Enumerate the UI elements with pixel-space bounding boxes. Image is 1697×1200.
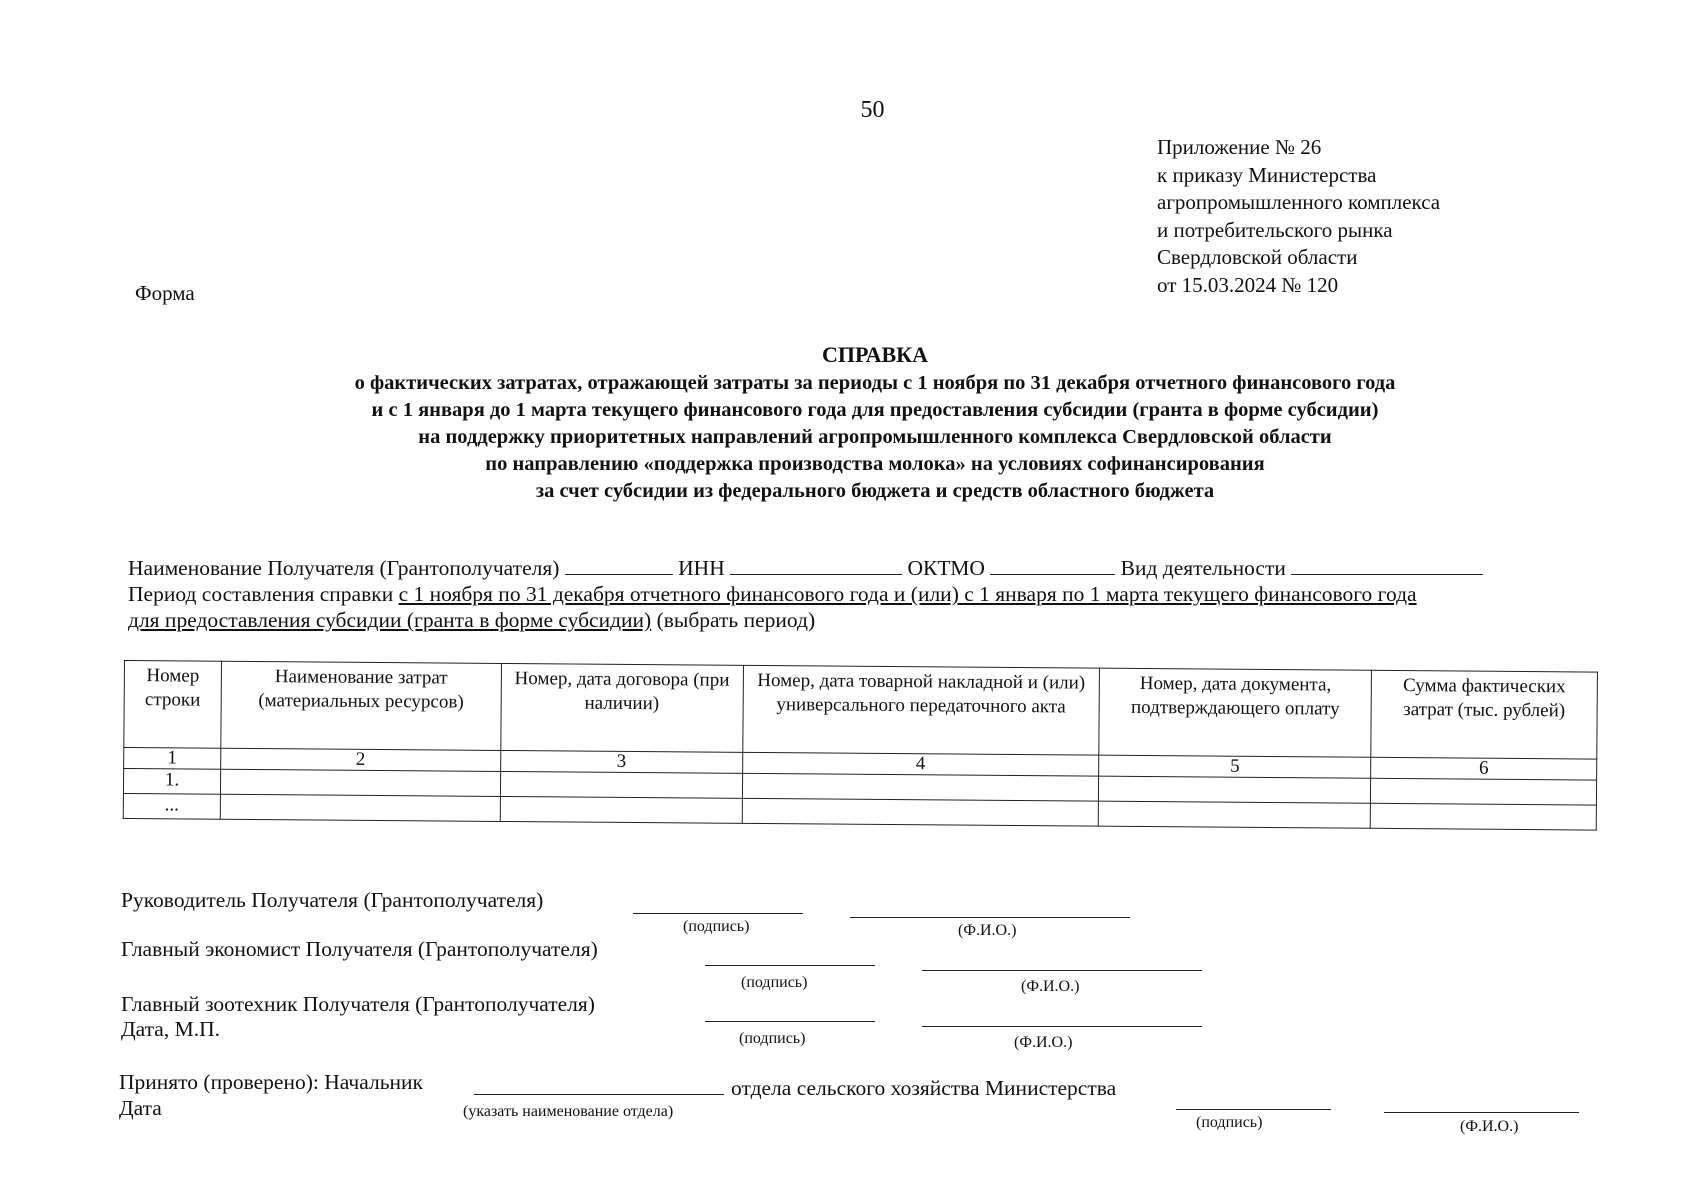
period-row-2 <box>128 607 1588 633</box>
accepted-signature-line[interactable] <box>1176 1108 1331 1110</box>
table-cell[interactable] <box>1371 778 1597 805</box>
table-cell[interactable] <box>220 794 500 821</box>
page-number: 50 <box>860 97 885 123</box>
table-cell[interactable] <box>742 773 1099 801</box>
activity-field[interactable] <box>1291 556 1483 575</box>
table-cell[interactable] <box>742 798 1099 826</box>
column-number: 6 <box>1371 757 1597 780</box>
head-name-line[interactable] <box>850 916 1130 918</box>
accepted-suffix: отдела сельского хозяйства Министерства <box>731 1076 1117 1100</box>
appendix-line: от 15.03.2024 № 120 <box>1157 272 1339 297</box>
period-option-cont[interactable]: для предоставления субсидии (гранта в форме субсидии) <box>128 608 652 632</box>
title-line: по направлению «поддержка производства молока» на условиях софинансирования <box>485 453 1265 475</box>
header-invoice: Номер, дата товарной накладной и (или) универсального передаточного акта <box>742 665 1099 755</box>
title-line: на поддержку приоритетных направлений агропромышленного комплекса Свердловской области <box>418 426 1332 448</box>
name-caption: (Ф.И.О.) <box>1021 978 1080 995</box>
zootechnician-name-line[interactable] <box>922 1025 1202 1027</box>
economist-label: Главный экономист Получателя (Грантополучателя) <box>121 937 598 961</box>
period-option[interactable]: с 1 ноября по 31 декабря отчетного финансового года и (или) с 1 января по 1 марта текущего финансового года <box>398 582 1417 606</box>
name-caption: (Ф.И.О.) <box>1014 1034 1073 1051</box>
document-title <box>230 342 1520 505</box>
appendix-line: агропромышленного комплекса <box>1157 190 1441 214</box>
header-cost-name: Наименование затрат (материальных ресурсов) <box>221 661 501 750</box>
title-line: о фактических затратах, отражающей затраты за периоды с 1 ноября по 31 декабря отчетного финансового года <box>354 372 1396 394</box>
table-cell[interactable] <box>1370 803 1596 830</box>
header-actual-sum: Сумма фактических затрат (тыс. рублей) <box>1371 670 1598 759</box>
zootechnician-label: Главный зоотехник Получателя (Грантополучателя) <box>121 992 595 1016</box>
oktmo-field[interactable] <box>990 556 1115 575</box>
column-number: 4 <box>742 752 1099 776</box>
inn-field[interactable] <box>730 556 902 575</box>
name-caption: (Ф.И.О.) <box>1460 1118 1519 1135</box>
column-number: 2 <box>221 748 501 771</box>
appendix-line: Свердловской области <box>1157 245 1358 269</box>
signature-caption: (подпись) <box>1196 1114 1263 1131</box>
signature-caption: (подпись) <box>739 1030 806 1047</box>
oktmo-label: ОКТМО <box>907 556 985 580</box>
name-caption: (Ф.И.О.) <box>958 922 1017 939</box>
recipient-name-label: Наименование Получателя (Грантополучателя) <box>128 556 560 580</box>
economist-name-line[interactable] <box>922 969 1202 971</box>
costs-table <box>123 660 1598 831</box>
head-signature-line[interactable] <box>633 912 803 914</box>
signature-caption: (подпись) <box>741 974 808 991</box>
date-label: Дата <box>119 1096 162 1120</box>
title-line: за счет субсидии из федерального бюджета и средств областного бюджета <box>535 480 1215 502</box>
table-cell[interactable] <box>1099 776 1371 803</box>
period-note: (выбрать период) <box>656 608 816 632</box>
title-line: и с 1 января до 1 марта текущего финансового года для предоставления субсидии (гранта в форме субсидии) <box>371 399 1379 421</box>
column-number: 1 <box>124 748 221 770</box>
head-label: Руководитель Получателя (Грантополучателя) <box>121 888 544 912</box>
appendix-line: Приложение № 26 <box>1157 135 1322 159</box>
table-cell[interactable] <box>500 796 742 823</box>
recipient-row <box>128 555 1588 581</box>
date-stamp-label: Дата, М.П. <box>121 1017 220 1041</box>
economist-signature-line[interactable] <box>705 964 875 966</box>
period-label: Период составления справки <box>128 582 394 606</box>
appendix-line: к приказу Министерства <box>1157 162 1377 187</box>
table-cell[interactable]: 1. <box>123 769 220 795</box>
column-number: 5 <box>1099 755 1371 778</box>
header-contract: Номер, дата договора (при наличии) <box>501 663 743 752</box>
title-main: СПРАВКА <box>821 342 929 367</box>
form-label: Форма <box>135 281 195 305</box>
accepted-prefix: Принято (проверено): Начальник <box>119 1070 423 1094</box>
header-row-number: Номер строки <box>124 661 222 749</box>
signature-caption: (подпись) <box>683 918 750 935</box>
table-cell[interactable] <box>220 769 500 796</box>
appendix-block <box>1157 134 1440 299</box>
table-header-row <box>124 661 1598 760</box>
table-cell[interactable] <box>1098 801 1370 828</box>
period-row <box>128 581 1588 607</box>
accepted-name-line[interactable] <box>1384 1111 1579 1113</box>
table-cell[interactable] <box>500 771 742 798</box>
department-line[interactable] <box>474 1093 724 1095</box>
inn-label: ИНН <box>678 556 725 580</box>
department-caption: (указать наименование отдела) <box>463 1103 674 1120</box>
column-number: 3 <box>500 750 742 773</box>
activity-label: Вид деятельности <box>1120 556 1286 580</box>
recipient-fields <box>128 555 1588 633</box>
header-payment-doc: Номер, дата документа, подтверждающего оплату <box>1099 668 1372 757</box>
table-cell[interactable]: ... <box>123 793 220 819</box>
recipient-name-field[interactable] <box>565 556 673 575</box>
appendix-line: и потребительского рынка <box>1157 217 1393 242</box>
zootechnician-signature-line[interactable] <box>705 1020 875 1022</box>
